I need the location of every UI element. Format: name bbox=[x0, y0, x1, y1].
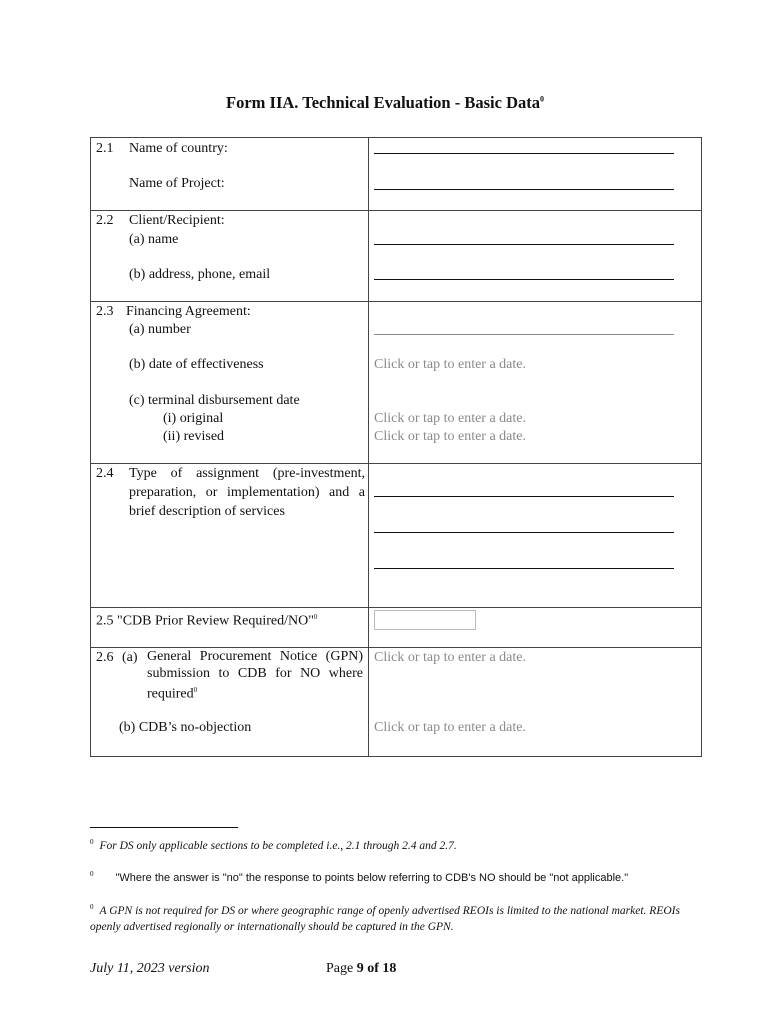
row-2-6 bbox=[91, 648, 702, 757]
gpn-text: General Procurement Notice (GPN) submission to CDB for NO where required bbox=[147, 649, 363, 702]
assignment-type-label: Type of assignment (pre-investment, preparation, or implementation) and a brief description of services bbox=[129, 466, 365, 519]
row-number: 2.3 bbox=[96, 304, 114, 319]
effectiveness-date-picker[interactable]: Click or tap to enter a date. bbox=[374, 357, 526, 372]
footnote-separator bbox=[90, 827, 238, 828]
client-address-label: (b) address, phone, email bbox=[129, 267, 271, 282]
row-number: 2.1 bbox=[96, 141, 114, 156]
row-number: 2.4 bbox=[96, 466, 114, 481]
footnote-mark: 0 bbox=[90, 870, 94, 878]
row-number: 2.6 bbox=[96, 650, 114, 665]
footer-page-number bbox=[326, 961, 396, 977]
row-2-4 bbox=[91, 464, 702, 608]
gpn-prefix: (a) bbox=[122, 650, 138, 665]
page-label: Page bbox=[326, 961, 357, 976]
prior-review-text: 2.5 "CDB Prior Review Required/NO" bbox=[96, 613, 314, 629]
page-of: of bbox=[363, 961, 383, 976]
client-name-field[interactable] bbox=[374, 244, 674, 245]
title-footnote-mark: 0 bbox=[539, 94, 544, 104]
gpn-footnote-mark: 0 bbox=[193, 686, 198, 694]
footnote-mark: 0 bbox=[90, 838, 94, 846]
project-field[interactable] bbox=[374, 189, 674, 190]
row-2-3 bbox=[91, 302, 702, 464]
page-total: 18 bbox=[382, 961, 397, 976]
client-address-field[interactable] bbox=[374, 279, 674, 280]
footnote-text: A GPN is not required for DS or where geographic range of openly advertised REOIs is limited to the national market. REOIs openly advertised regionally or internationally should be captured in the GPN. bbox=[90, 904, 680, 933]
original-date-label: (i) original bbox=[163, 411, 224, 426]
footnote-text: For DS only applicable sections to be completed i.e., 2.1 through 2.4 and 2.7. bbox=[99, 839, 457, 852]
revised-date-label: (ii) revised bbox=[163, 429, 225, 444]
footnote-mark: 0 bbox=[90, 903, 94, 911]
assignment-field-line-1[interactable] bbox=[374, 496, 674, 497]
page-title bbox=[0, 93, 770, 113]
no-objection-date-picker[interactable]: Click or tap to enter a date. bbox=[374, 720, 526, 735]
row-number: 2.2 bbox=[96, 213, 114, 228]
project-label: Name of Project: bbox=[129, 176, 225, 191]
footnote-text: "Where the answer is "no" the response to points below referring to CDB's NO should be "not applicable." bbox=[115, 871, 629, 884]
effectiveness-date-label: (b) date of effectiveness bbox=[129, 357, 264, 372]
gpn-label bbox=[147, 648, 363, 703]
terminal-disbursement-label: (c) terminal disbursement date bbox=[129, 393, 300, 408]
agreement-number-label: (a) number bbox=[129, 322, 191, 337]
footnote-2 bbox=[90, 866, 628, 886]
prior-review-dropdown[interactable] bbox=[374, 610, 476, 630]
footer-version: July 11, 2023 version bbox=[90, 961, 210, 976]
assignment-field-line-3[interactable] bbox=[374, 568, 674, 569]
country-label: Name of country: bbox=[129, 141, 228, 156]
prior-review-footnote-mark: 0 bbox=[313, 613, 318, 621]
footnote-3 bbox=[90, 899, 690, 935]
original-date-picker[interactable]: Click or tap to enter a date. bbox=[374, 411, 526, 426]
revised-date-picker[interactable]: Click or tap to enter a date. bbox=[374, 429, 526, 444]
footnote-1 bbox=[90, 834, 457, 854]
row-2-1 bbox=[91, 138, 702, 211]
country-field[interactable] bbox=[374, 153, 674, 154]
assignment-field-line-2[interactable] bbox=[374, 532, 674, 533]
agreement-number-field[interactable] bbox=[374, 334, 674, 335]
gpn-date-picker[interactable]: Click or tap to enter a date. bbox=[374, 650, 526, 665]
client-name-label: (a) name bbox=[129, 232, 179, 247]
page-number: 9 bbox=[356, 961, 364, 976]
financing-label: Financing Agreement: bbox=[126, 304, 251, 319]
row-2-2 bbox=[91, 211, 702, 302]
cdb-no-objection-label: (b) CDB’s no-objection bbox=[119, 720, 252, 735]
title-text: Form IIA. Technical Evaluation - Basic Data bbox=[226, 93, 540, 112]
basic-data-form bbox=[90, 137, 702, 757]
row-2-5 bbox=[91, 608, 702, 648]
client-label: Client/Recipient: bbox=[129, 213, 225, 228]
prior-review-label bbox=[96, 609, 317, 630]
